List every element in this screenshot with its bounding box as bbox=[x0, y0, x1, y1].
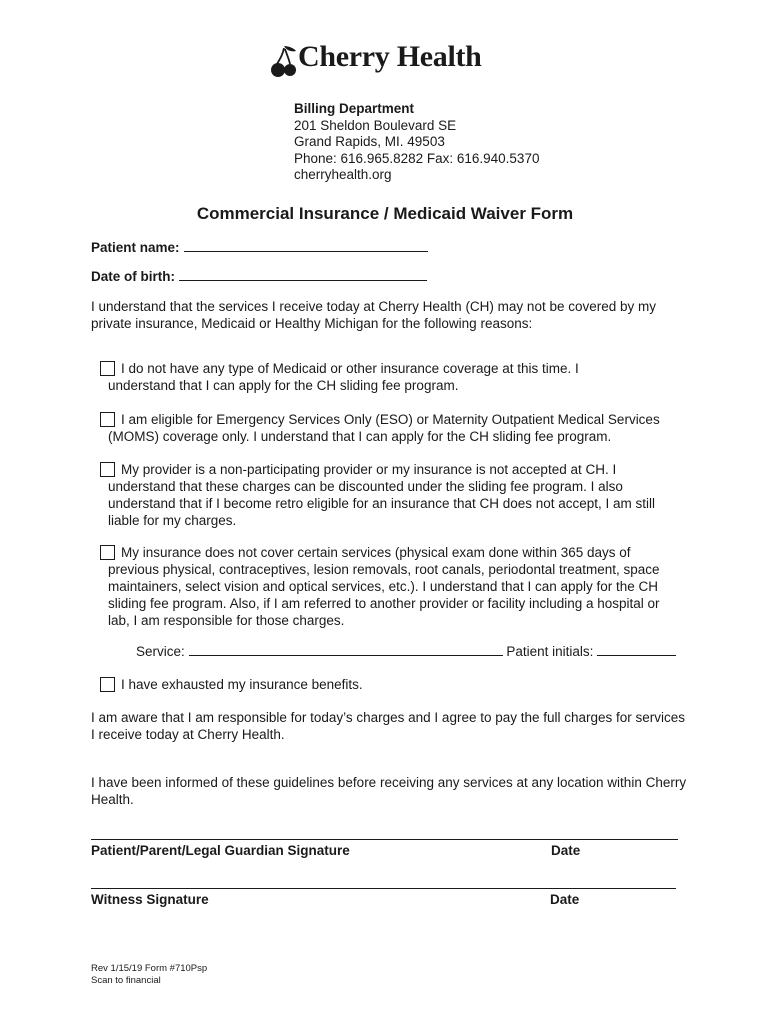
dob-line[interactable] bbox=[179, 268, 427, 281]
option-non-participating: My provider is a non-participating provider or my insurance is not accepted at CH. I understand that these charges can be discounted under the sliding fee program. I also understand that if I become retro eligible for an insurance that CH does not accept, I am still liable for my charges. bbox=[100, 461, 690, 529]
option-eso-moms: I am eligible for Emergency Services Only (ESO) or Maternity Outpatient Medical Services (MOMS) coverage only. I understand that I can apply for the CH sliding fee program. bbox=[100, 411, 690, 445]
checkbox-no-coverage[interactable] bbox=[100, 361, 115, 376]
initials-line[interactable] bbox=[597, 643, 676, 656]
witness-signature-line[interactable] bbox=[91, 888, 676, 889]
initials-label: Patient initials: bbox=[506, 644, 594, 659]
patient-signature-label: Patient/Parent/Legal Guardian Signature bbox=[91, 843, 350, 858]
service-line[interactable] bbox=[189, 643, 503, 656]
checkbox-services-not-covered[interactable] bbox=[100, 545, 115, 560]
patient-signature-line[interactable] bbox=[91, 839, 678, 840]
responsibility-text: I am aware that I am responsible for today’s charges and I agree to pay the full charges for services I receive today at Cherry Health. bbox=[91, 710, 686, 742]
option-exhausted-benefits: I have exhausted my insurance benefits. bbox=[100, 676, 690, 693]
dob-label: Date of birth: bbox=[91, 269, 175, 284]
dob-field[interactable] bbox=[91, 268, 427, 284]
intro-text: I understand that the services I receive today at Cherry Health (CH) may not be covered by my private insurance, Medicaid or Healthy Michigan for the following reasons: bbox=[91, 299, 657, 331]
cherry-icon bbox=[270, 44, 300, 78]
logo-text: Cherry Health bbox=[298, 40, 482, 73]
witness-date-label: Date bbox=[550, 892, 580, 907]
service-row bbox=[136, 643, 676, 659]
checkbox-exhausted-benefits[interactable] bbox=[100, 677, 115, 692]
address-line1: 201 Sheldon Boulevard SE bbox=[294, 117, 457, 133]
service-label: Service: bbox=[136, 644, 185, 659]
patient-name-field[interactable] bbox=[91, 239, 428, 255]
option-no-coverage: I do not have any type of Medicaid or other insurance coverage at this time. I understand that I can apply for the CH sliding fee program. bbox=[100, 360, 690, 394]
form-footer bbox=[91, 963, 207, 987]
website: cherryhealth.org bbox=[294, 167, 392, 182]
billing-address bbox=[294, 101, 539, 184]
informed-text: I have been informed of these guidelines before receiving any services at any location within Cherry Health. bbox=[91, 775, 687, 807]
checkbox-non-participating[interactable] bbox=[100, 462, 115, 477]
scan-note: Scan to financial bbox=[91, 975, 161, 986]
checkbox-eso-moms[interactable] bbox=[100, 412, 115, 427]
witness-signature-label: Witness Signature bbox=[91, 892, 209, 907]
department-name: Billing Department bbox=[294, 101, 415, 116]
option-services-not-covered: My insurance does not cover certain services (physical exam done within 365 days of previous physical, contraceptives, lesion removals, root canals, periodontal treatment, space maintainers, select vision and optical services, etc.). I understand that I can apply for the CH sliding fee program. Also, if I am referred to another provider or facility including a hospital or lab, I am responsible for those charges. bbox=[100, 544, 690, 629]
phone-fax: Phone: 616.965.8282 Fax: 616.940.5370 bbox=[294, 150, 540, 166]
revision-info: Rev 1/15/19 Form #710Psp bbox=[91, 963, 208, 974]
patient-name-label: Patient name: bbox=[91, 240, 180, 255]
form-title: Commercial Insurance / Medicaid Waiver Form bbox=[196, 204, 574, 223]
patient-date-label: Date bbox=[551, 843, 581, 858]
logo bbox=[270, 40, 482, 78]
patient-name-line[interactable] bbox=[184, 239, 428, 252]
address-line2: Grand Rapids, MI. 49503 bbox=[294, 134, 445, 149]
